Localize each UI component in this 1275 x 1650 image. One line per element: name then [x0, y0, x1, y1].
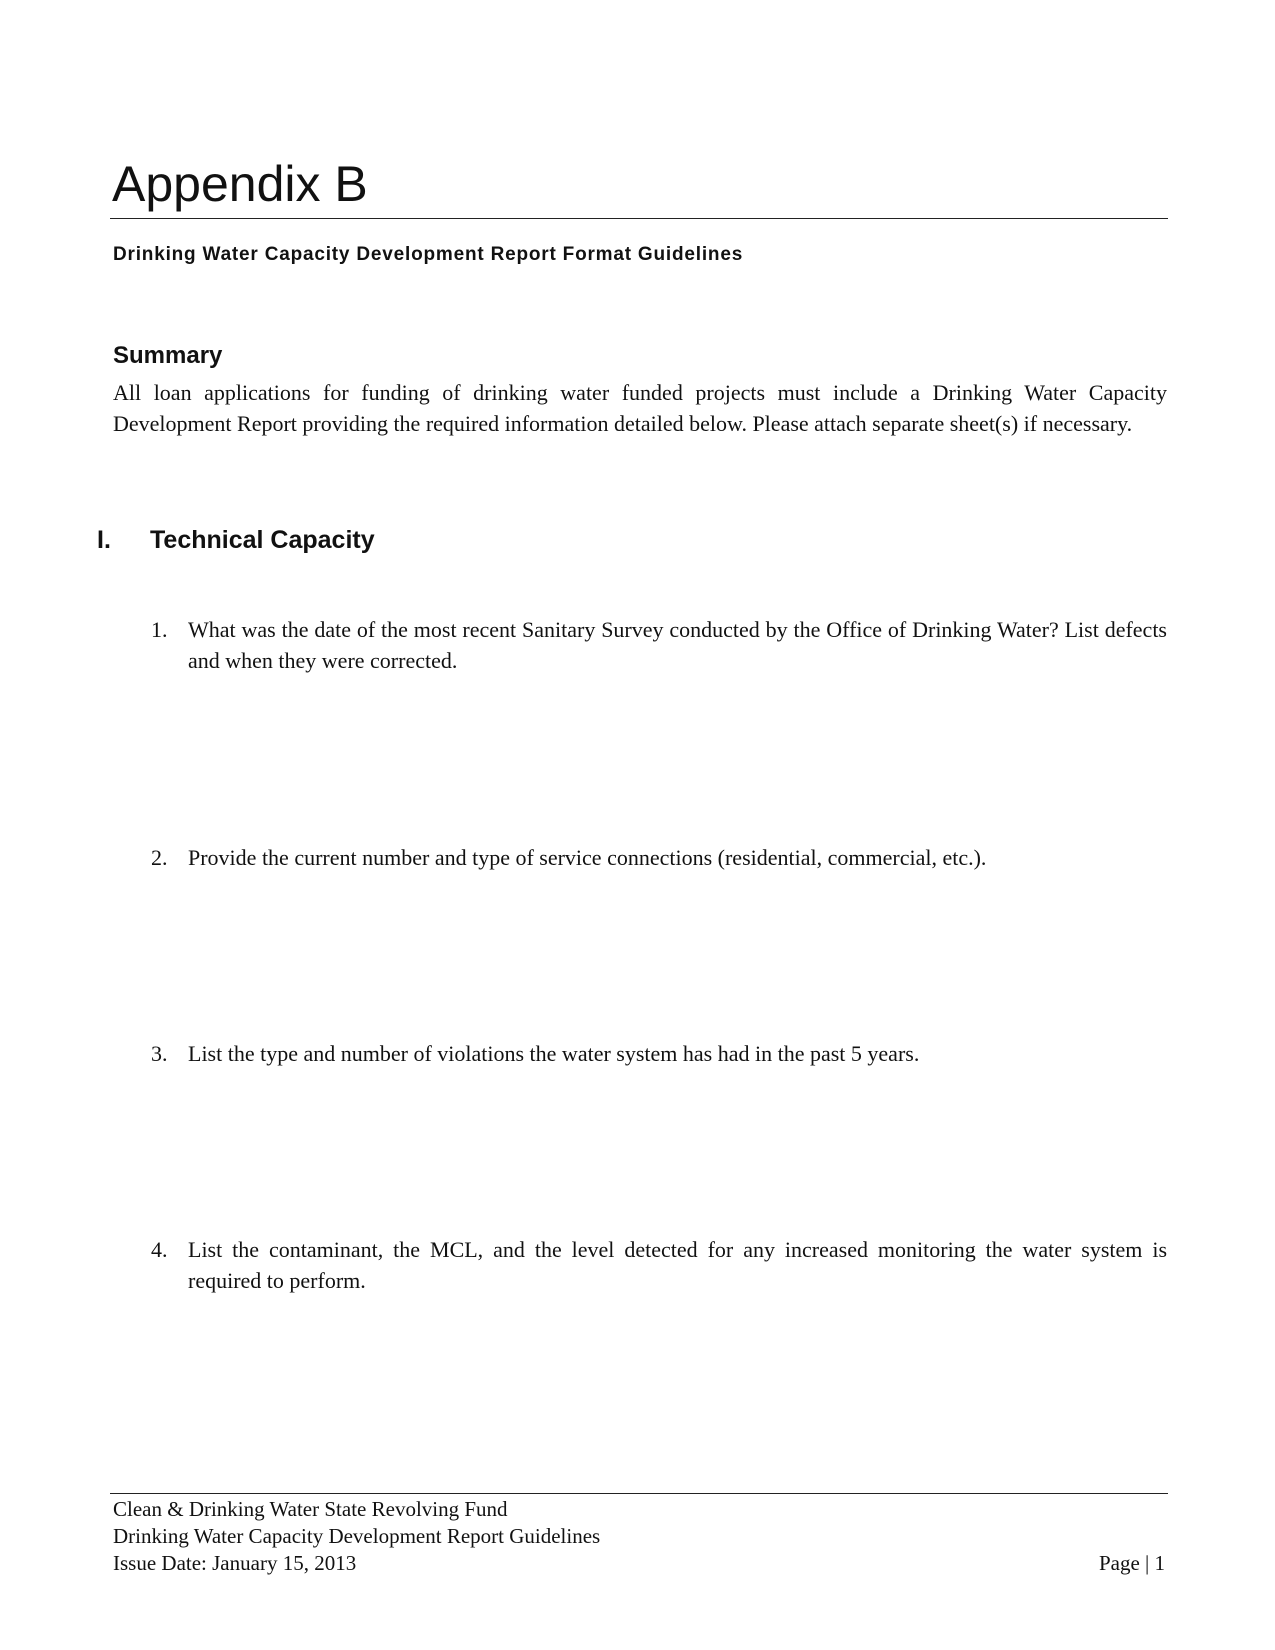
- footer-issue-date: Issue Date: January 15, 2013: [113, 1551, 357, 1575]
- question-text: Provide the current number and type of service connections (residential, commercial, etc.).: [188, 845, 987, 870]
- question-item: [151, 842, 1167, 873]
- question-number: 4.: [151, 1237, 168, 1262]
- question-text: What was the date of the most recent Sanitary Survey conducted by the Office of Drinking Water? List defects and when they were corrected.: [188, 617, 1167, 673]
- summary-text: All loan applications for funding of drinking water funded projects must include a Drinking Water Capacity Development Report providing the required information detailed below. Please attach separate sheet(s) if necessary.: [113, 380, 1167, 436]
- section-number: I.: [97, 526, 111, 554]
- question-text: List the type and number of violations the water system has had in the past 5 years.: [188, 1041, 920, 1066]
- section-title: Technical Capacity: [150, 526, 375, 554]
- question-number: 3.: [151, 1041, 168, 1066]
- footer-divider: [110, 1493, 1168, 1494]
- question-number: 2.: [151, 845, 168, 870]
- footer-line: Clean & Drinking Water State Revolving Fund: [113, 1497, 508, 1521]
- document-subtitle: Drinking Water Capacity Development Report Format Guidelines: [113, 244, 744, 265]
- question-number: 1.: [151, 617, 168, 642]
- question-text: List the contaminant, the MCL, and the level detected for any increased monitoring the water system is required to perform.: [188, 1237, 1167, 1293]
- question-item: [151, 1234, 1167, 1296]
- footer-line: Drinking Water Capacity Development Report Guidelines: [113, 1524, 601, 1548]
- summary-heading: Summary: [113, 342, 223, 369]
- page-title: Appendix B: [112, 156, 368, 212]
- page-number: Page | 1: [1098, 1551, 1165, 1575]
- question-item: [151, 1038, 1167, 1069]
- question-item: [151, 614, 1167, 676]
- title-divider: [110, 218, 1168, 219]
